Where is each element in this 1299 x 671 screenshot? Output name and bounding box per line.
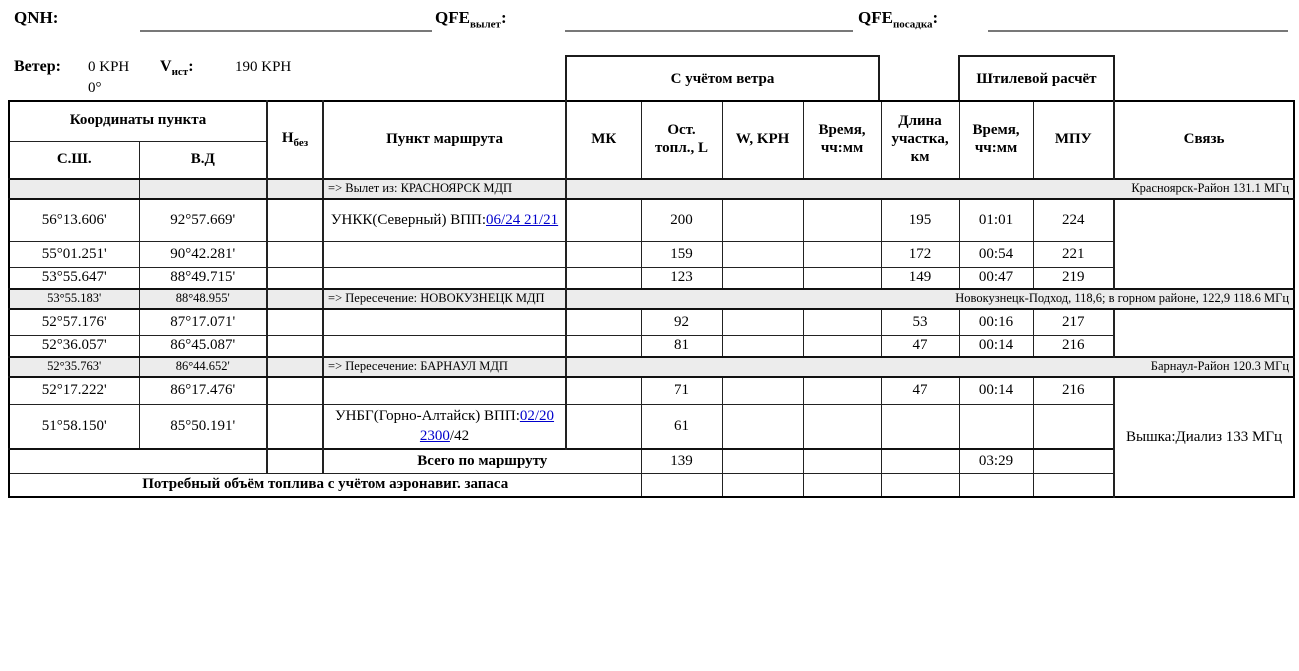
cell-lon: 88°49.715': [139, 267, 267, 289]
cell-safe-alt: [267, 404, 323, 449]
section-row-barnaul: [9, 357, 1294, 377]
header-latitude: С.Ш.: [9, 141, 139, 179]
header-wind-w: W, KPH: [722, 101, 803, 179]
qfe-departure-blank-line: [565, 30, 853, 32]
cell-leg-length: [881, 449, 959, 473]
waypoint-row: [9, 377, 1294, 404]
cell-safe-alt: [267, 357, 323, 377]
cell-lon: 86°45.087': [139, 335, 267, 357]
cell-lat: 52°35.763': [9, 357, 139, 377]
cell-wind-w: [722, 473, 803, 497]
cell-wind-w: [722, 267, 803, 289]
cell-wind-w: [722, 377, 803, 404]
wind-label: Ветер:: [14, 58, 61, 75]
cell-time-wind: [803, 309, 881, 335]
cell-atc-frequency: Красноярск-Район 131.1 МГц: [566, 179, 1294, 199]
cell-time-wind: [803, 199, 881, 241]
wind-speed-value: 0 KPH: [88, 59, 130, 75]
cell-leg-length: 195: [881, 199, 959, 241]
cell-fuel-total: 139: [641, 449, 722, 473]
cell-wind-w: [722, 404, 803, 449]
waypoint-row: [9, 335, 1294, 357]
cell-mk: [566, 309, 641, 335]
header-longitude: В.Д: [139, 141, 267, 179]
cell-mk: [566, 241, 641, 267]
cell-safe-alt: [267, 199, 323, 241]
cell-lon: [139, 179, 267, 199]
required-fuel-row: [9, 473, 1294, 497]
cell-mpu: 219: [1033, 267, 1114, 289]
cell-comms: [1114, 199, 1294, 289]
cell-leg-length: [881, 473, 959, 497]
header-safe-altitude: $Н_{без}$: [267, 101, 323, 179]
header-mpu: МПУ: [1033, 101, 1114, 179]
cell-time-wind: [803, 473, 881, 497]
cell-lat: 52°36.057': [9, 335, 139, 357]
cell-time-wind: [803, 241, 881, 267]
qfe-arrival-label: $QFE_{посадка}$:: [858, 8, 939, 31]
cell-comms-tower: Вышка:Диализ 133 МГц: [1114, 377, 1294, 497]
cell-comms: [1114, 309, 1294, 357]
cell-leg-length: [881, 404, 959, 449]
qfe-arrival-blank-line: [988, 30, 1288, 32]
cell-leg-length: 149: [881, 267, 959, 289]
cell-mk: [566, 199, 641, 241]
calm-calc-group-box: Штилевой расчёт: [958, 55, 1115, 102]
cell-lon: 85°50.191': [139, 404, 267, 449]
tas-value: 190 KPH: [235, 59, 292, 75]
cell-mpu: 216: [1033, 335, 1114, 357]
cell-lon: 88°48.955': [139, 289, 267, 309]
header-mk: МК: [566, 101, 641, 179]
cell-lat: [9, 179, 139, 199]
cell-time-calm: [959, 473, 1033, 497]
cell-leg-length: 53: [881, 309, 959, 335]
waypoint-row-unkk: [9, 199, 1294, 241]
cell-leg-length: 172: [881, 241, 959, 267]
cell-atc-frequency: Новокузнецк-Подход, 118,6; в горном районе, 122,9 118.6 МГц: [566, 289, 1294, 309]
cell-route-point: [323, 309, 566, 335]
total-label: Всего по маршруту: [323, 449, 641, 473]
cell-time-calm: 01:01: [959, 199, 1033, 241]
cell-wind-w: [722, 309, 803, 335]
cell-fuel: 92: [641, 309, 722, 335]
header-route-point: Пункт маршрута: [323, 101, 566, 179]
cell-route-point: [323, 377, 566, 404]
cell-mpu: [1033, 473, 1114, 497]
cell-time-calm: 00:54: [959, 241, 1033, 267]
cell-safe-alt: [267, 449, 323, 473]
route-table: [8, 100, 1295, 498]
cell-fuel: 61: [641, 404, 722, 449]
waypoint-row: [9, 267, 1294, 289]
cell-mpu: 217: [1033, 309, 1114, 335]
cell-wind-w: [722, 335, 803, 357]
cell-leg-length: 47: [881, 377, 959, 404]
cell-time-wind: [803, 449, 881, 473]
with-wind-group-box: С учётом ветра: [565, 55, 880, 102]
runway-info-link[interactable]: 02/20 2300: [419, 408, 555, 445]
cell-time-calm: 00:14: [959, 377, 1033, 404]
section-row-novokuznetsk: [9, 289, 1294, 309]
header-fuel-remaining: Ост. топл., L: [641, 101, 722, 179]
header-comms: Связь: [1114, 101, 1294, 179]
tas-label: $V_{ист}$:: [160, 58, 194, 79]
cell-wind-w: [722, 199, 803, 241]
cell-leg-length: 47: [881, 335, 959, 357]
cell-mpu: 216: [1033, 377, 1114, 404]
cell-mk: [566, 335, 641, 357]
cell-time-wind: [803, 404, 881, 449]
cell-wind-w: [722, 241, 803, 267]
header-time-calm: Время, чч:мм: [959, 101, 1033, 179]
cell-fuel: [641, 473, 722, 497]
total-row: [9, 449, 1294, 473]
table-header-row-1: [9, 101, 1294, 141]
cell-fuel: 81: [641, 335, 722, 357]
cell-time-calm: 00:14: [959, 335, 1033, 357]
cell-fuel: 159: [641, 241, 722, 267]
cell-lat: 56°13.606': [9, 199, 139, 241]
cell-mk: [566, 377, 641, 404]
cell-safe-alt: [267, 241, 323, 267]
cell-time-wind: [803, 267, 881, 289]
cell-time-wind: [803, 335, 881, 357]
cell-mpu: [1033, 449, 1114, 473]
waypoint-row: [9, 309, 1294, 335]
cell-time-calm: 00:16: [959, 309, 1033, 335]
cell-lat: 55°01.251': [9, 241, 139, 267]
cell-lat: 53°55.183': [9, 289, 139, 309]
header-coordinates: Координаты пункта: [9, 101, 267, 141]
qnh-label: QNH:: [14, 8, 59, 27]
header-time-wind: Время, чч:мм: [803, 101, 881, 179]
cell-time-calm-total: 03:29: [959, 449, 1033, 473]
waypoint-row: [9, 241, 1294, 267]
cell-mpu: 221: [1033, 241, 1114, 267]
cell-route-event: => Вылет из: КРАСНОЯРСК МДП: [323, 179, 566, 199]
cell-route-point: [323, 335, 566, 357]
qfe-departure-label: $QFE_{вылет}$:: [435, 8, 507, 31]
cell-safe-alt: [267, 309, 323, 335]
cell-fuel: 71: [641, 377, 722, 404]
cell-mpu: [1033, 404, 1114, 449]
waypoint-row-unbg: [9, 404, 1294, 449]
cell-time-calm: 00:47: [959, 267, 1033, 289]
cell-route-point: УНКК(Северный) ВПП:06/24 21/21: [323, 199, 566, 241]
cell-time-calm: [959, 404, 1033, 449]
cell-lon: 86°44.652': [139, 357, 267, 377]
cell-route-event: => Пересечение: БАРНАУЛ МДП: [323, 357, 566, 377]
cell-fuel: 200: [641, 199, 722, 241]
cell-wind-w: [722, 449, 803, 473]
cell-mpu: 224: [1033, 199, 1114, 241]
cell-safe-alt: [267, 267, 323, 289]
cell-atc-frequency: Барнаул-Район 120.3 МГц: [566, 357, 1294, 377]
wind-direction-value: 0°: [88, 80, 102, 96]
cell-lat: 52°57.176': [9, 309, 139, 335]
cell-lon: 92°57.669': [139, 199, 267, 241]
cell-mk: [566, 404, 641, 449]
cell-lon: 87°17.071': [139, 309, 267, 335]
cell-route-point: [323, 267, 566, 289]
cell-lat: 52°17.222': [9, 377, 139, 404]
required-fuel-label: Потребный объём топлива с учётом аэронавиг. запаса: [9, 473, 641, 497]
cell-fuel: 123: [641, 267, 722, 289]
cell-route-event: => Пересечение: НОВОКУЗНЕЦК МДП: [323, 289, 566, 309]
header-leg-length: Длина участка, км: [881, 101, 959, 179]
cell-route-point: [323, 241, 566, 267]
cell-safe-alt: [267, 335, 323, 357]
cell-route-point: УНБГ(Горно-Алтайск) ВПП:02/20 2300/42: [323, 404, 566, 449]
cell-lon: 86°17.476': [139, 377, 267, 404]
runway-info-link[interactable]: 06/24 21/21: [486, 212, 559, 229]
cell-blank: [9, 449, 267, 473]
cell-time-wind: [803, 377, 881, 404]
cell-lat: 51°58.150': [9, 404, 139, 449]
cell-lat: 53°55.647': [9, 267, 139, 289]
qnh-blank-line: [140, 30, 432, 32]
cell-safe-alt: [267, 289, 323, 309]
cell-safe-alt: [267, 179, 323, 199]
cell-lon: 90°42.281': [139, 241, 267, 267]
cell-mk: [566, 267, 641, 289]
cell-safe-alt: [267, 377, 323, 404]
section-row-krasnoyarsk: [9, 179, 1294, 199]
